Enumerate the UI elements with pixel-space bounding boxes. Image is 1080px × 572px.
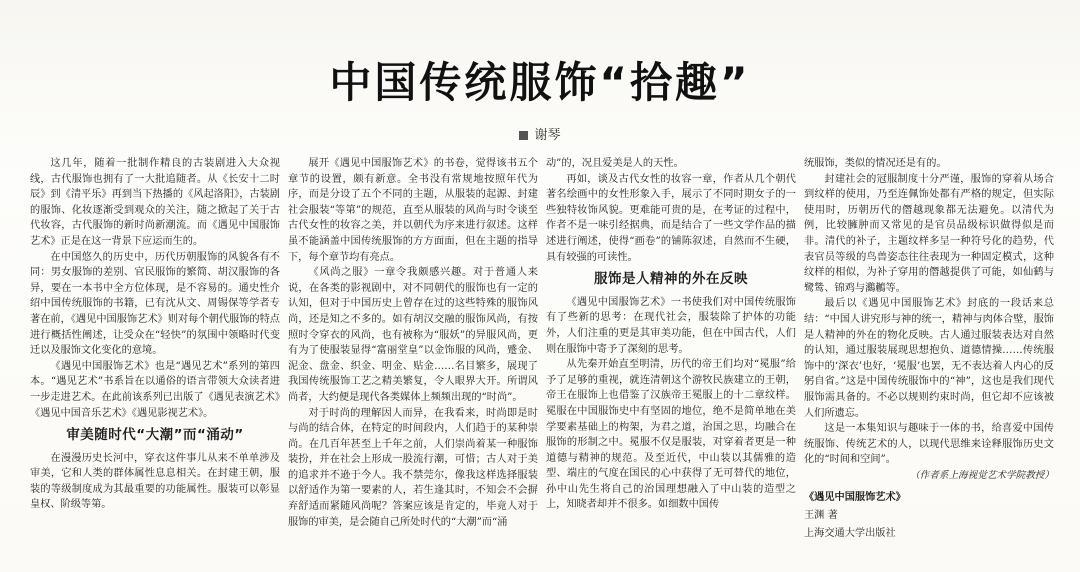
book-author: 王渊 著 <box>804 510 838 522</box>
book-publisher: 上海交通大学出版社 <box>804 528 896 540</box>
column-3 <box>546 156 796 556</box>
square-bullet-icon <box>519 131 528 140</box>
paragraph: 统服饰，类似的情况还是有的。 <box>804 158 947 169</box>
paragraph: 《遇见中国服饰艺术》也是“遇见艺术”系列的第四本。“遇见艺术”书系旨在以通俗的语言带领大众读者进一步走进艺术。在此前该系列已出版了《遇见表演艺术》《遇见中国音乐艺术》《遇见影视艺术》。 <box>30 360 280 419</box>
paragraph: 封建社会的冠服制度十分严谨，服饰的穿着从场合到纹样的使用，乃至连佩饰处都有严格的规定，但实际使用时，历朝历代的僭越现象都无法避免。以清代为例，比较臃肿而又常见的是官员品级标识做得似是而非。清代的补子，主题纹样多呈一种符号化的趋势，代表官员等级的鸟兽姿态往往表现为一种固定模式，这种纹样的相似，为补子穿用的僭越提供了可能，如仙鹤与鹭鸶、锦鸡与鸂鶒等。 <box>804 173 1054 294</box>
article-body <box>30 156 1060 556</box>
author-name: 谢琴 <box>534 128 561 143</box>
section-heading: 审美随时代“大潮”而“涌动” <box>66 427 244 444</box>
paragraph: 《风尚之服》一章令我颇感兴趣。对于普通人来说，在各类的影视剧中，对不同朝代的服饰也有一定的认知，但对于中国历史上曾存在过的这些特殊的服饰风尚，还是知之不多的。如有胡汉交融的服饰风尚，有按照时令穿衣的风尚，也有被称为“服妖”的异服风尚，更有为了使服装显得“富丽堂皇”以金饰服的风尚，蹙金、泥金、盘金、织金、明金、贴金……名目繁多，展现了我国传统服饰工艺之精美繁复，令人眼界大开。所谓风尚者，大约便是现代各类媒体上频频出现的“时尚”。 <box>288 267 538 403</box>
paragraph: 动”的，况且爱美是人的天性。 <box>546 158 684 169</box>
author-note: （作者系上海视觉艺术学院教授） <box>910 469 1054 481</box>
article-title: 中国传统服饰“拾趣” <box>329 58 751 107</box>
column-2 <box>288 156 538 556</box>
paragraph: 在漫漫历史长河中，穿衣这件事儿从来不单单涉及审美，它和人类的群体属性息息相关。在封建王朝，服装的等级制度成为其最重要的功能属性。服装可以彰显皇权、阶级等第。 <box>30 452 280 511</box>
byline <box>0 124 1080 143</box>
paragraph: 对于时尚的理解因人而异，在我看来，时尚即是时与尚的结合体，在特定的时间段内，人们趋于的某种崇尚。在几百年甚至上千年之前，人们崇尚着某一种服饰装扮，并在社会上形成一股流行潮，可惜；古人对于美的追求并不逊于今人。我不禁莞尔，像我这样选择服装以舒适作为第一要素的人，若生逢其时，不知会不会摒弃舒适而紧随风尚呢？答案应该是肯定的，毕竟人对于服饰的审美，是会随自己所处时代的“大潮”而“涌 <box>288 407 538 528</box>
book-info <box>804 489 1054 543</box>
paragraph: 最后以《遇见中国服饰艺术》封底的一段话来总结：“中国人讲究形与神的统一，精神与肉体合壁，服饰是人精神的外在的物化反映。古人通过服装表达对自然的认知，通过服装展现思想抱负、道德情操……传统服饰中的‘深衣’也好，‘冕服’也罢，无不表达着人内心的反躬自省。”这是中国传统服饰中的“神”，这也是我们现代服饰需具备的。不必以规则约束时尚，但它却不应该被人们所遗忘。 <box>804 298 1054 419</box>
section-heading: 服饰是人精神的外在反映 <box>594 271 748 288</box>
column-1 <box>30 156 280 556</box>
paragraph: 《遇见中国服饰艺术》一书使我们对中国传统服饰有了些新的思考：在现代社会，服装除了护体的功能外，人们注重的更是其审美功能，但在中国古代，人们则在服饰中寄予了深刻的思考。 <box>546 296 796 355</box>
paragraph: 这几年，随着一批制作精良的古装剧进入大众视线，古代服饰也拥有了一大批追随者。从《长安十二时辰》到《清平乐》再到当下热播的《风起洛阳》，古装剧的服饰、化妆逐渐受到观众的关注，随之掀起了关于古代妆容，古代服饰的新时尚新潮流。而《遇见中国服饰艺术》正是在这一背景下应运而生的。 <box>30 158 280 247</box>
paragraph: 这是一本集知识与趣味于一体的书，给喜爱中国传统服饰、传统艺术的人，以现代思维来诠释服饰历史文化的“时间和空间”。 <box>804 423 1054 466</box>
paragraph: 再如，谈及古代女性的妆容一章，作者从几个朝代著名绘画中的女性形象入手，展示了不同时期女子的一些独特妆饰风貌。更难能可贵的是，在考证的过程中，作者不是一味引经据典，而是结合了一些文学作品的描述进行阐述，使得“画卷”的铺陈叙述，自然而不生硬，具有较强的可读性。 <box>546 173 796 263</box>
paragraph: 展开《遇见中国服饰艺术》的书卷，觉得该书五个章节的设置，颇有新意。全书没有常规地按照年代为序，而是分设了五个不同的主题，从服装的起源、封建社会服装“等第”的规范，直至从服装的风尚与时令谈至古代女性的妆容之美，并以朝代为序来进行叙述。这样虽不能涵盖中国传统服饰的方方面面，但在主题的指导下，每个章节均有亮点。 <box>288 158 538 263</box>
paragraph: 在中国悠久的历史中，历代历朝服饰的风貌各有不同：男女服饰的差别、官民服饰的繁简、胡汉服饰的各异，要在一本书中全方位体现，是不容易的。通史性介绍中国传统服饰的书籍，已有沈从文、周锡保等学者专著在前，《遇见中国服饰艺术》则对每个朝代服饰的特点进行概括性阐述，让受众在“轻快”的氛围中领略时代变迁以及服饰文化变化的意境。 <box>30 251 280 357</box>
paragraph: 从先秦开始直至明清，历代的帝王们均对“冕服”给予了足够的重视，就连清朝这个游牧民族建立的王朝，帝王在服饰上也借鉴了汉族帝王冕服上的十二章纹样。冕服在中国服饰史中有坚固的地位，绝不是简单地在美学要素基础上的构架，为君之道，治国之思，均融合在服饰的形制之中。冕服不仅是服装，对穿着者更是一种道德与精神的规范。及至近代，中山装以其儒雅的造型、端庄的气度在国民的心中获得了无可替代的地位，孙中山先生将自己的治国理想融入了中山装的造型之上，知晓者却并不很多。如细数中国传 <box>546 359 796 511</box>
column-4 <box>804 156 1054 556</box>
book-title: 《遇见中国服饰艺术》 <box>804 492 906 504</box>
